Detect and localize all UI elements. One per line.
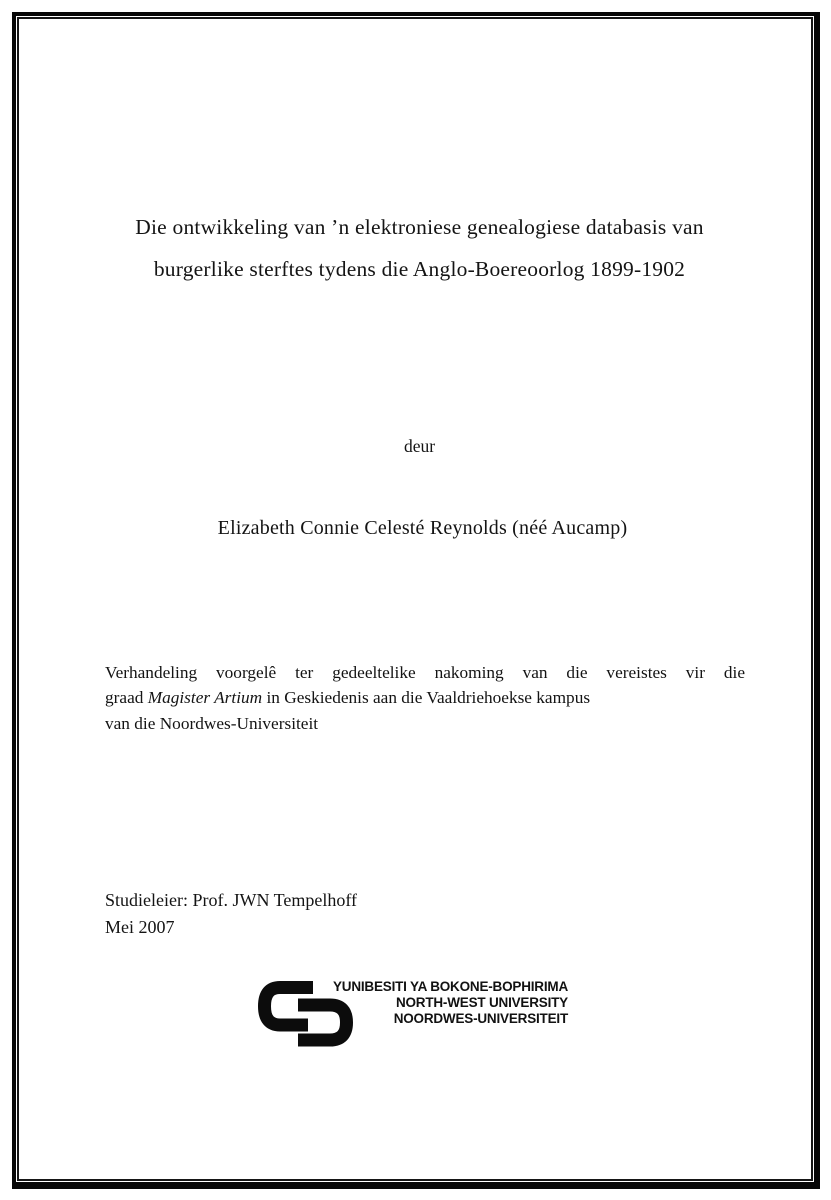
submission-statement — [105, 660, 745, 736]
submission-line2-prefix: graad — [105, 688, 148, 708]
logo-line-setswana: YUNIBESITI YA BOKONE-BOPHIRIMA — [332, 979, 568, 994]
logo-line-english: NORTH-WEST UNIVERSITY — [395, 994, 568, 1010]
supervisor-line: Studieleier: Prof. JWN Tempelhoff — [105, 890, 358, 910]
thesis-title-line1: Die ontwikkeling van ’n elektroniese genealogiese databasis van — [135, 215, 704, 239]
byline-label: deur — [403, 436, 436, 456]
thesis-title — [62, 206, 777, 290]
submission-line1: Verhandeling voorgelê ter gedeeltelike nakoming van die vereistes vir die — [105, 663, 745, 682]
date-line: Mei 2007 — [105, 917, 175, 937]
university-logo-text — [318, 979, 568, 1026]
author-name: Elizabeth Connie Celesté Reynolds (néé Aucamp) — [217, 517, 628, 539]
degree-name: Magister Artium — [147, 688, 263, 708]
submission-line3: van die Noordwes-Universiteit — [105, 713, 319, 733]
logo-line-afrikaans: NOORDWES-UNIVERSITEIT — [393, 1010, 568, 1026]
thesis-title-line2: burgerlike sterftes tydens die Anglo-Boereoorlog 1899-1902 — [153, 257, 686, 281]
submission-line2-suffix: in Geskiedenis aan die Vaaldriehoekse kampus — [262, 688, 591, 708]
submission-line2 — [105, 685, 745, 710]
